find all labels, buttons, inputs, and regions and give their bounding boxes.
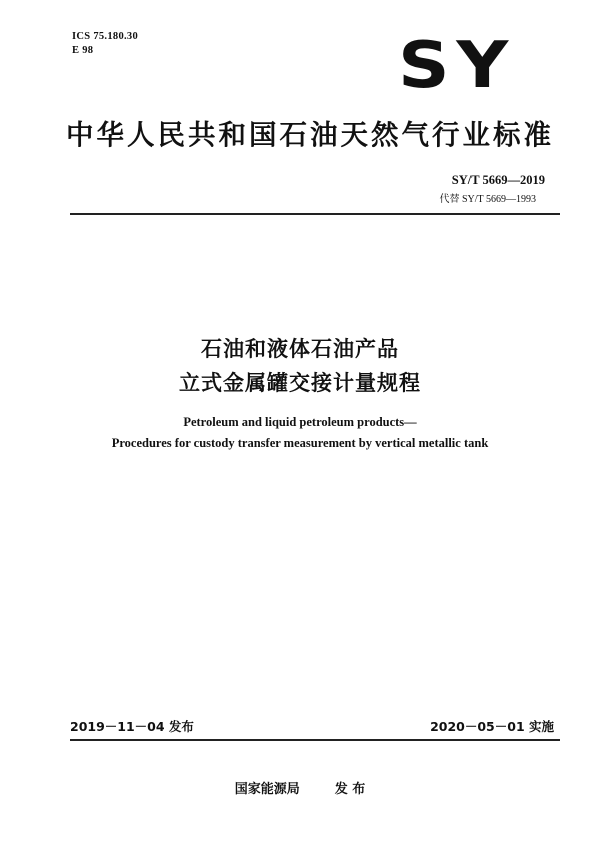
- standard-number: SY/T 5669—2019: [451, 173, 545, 187]
- title-zh-line1: 石油和液体石油产品: [201, 337, 399, 361]
- ics-code: ICS 75.180.30: [72, 31, 139, 42]
- title-en-line1: Petroleum and liquid petroleum products—: [183, 415, 417, 429]
- title-en-line2: Procedures for custody transfer measurement by vertical metallic tank: [111, 436, 489, 450]
- implementation-date: 2020－05－01 实施: [430, 719, 554, 734]
- issue-date: 2019－11－04 发布: [70, 719, 194, 734]
- title-zh-line2: 立式金属罐交接计量规程: [179, 371, 421, 395]
- issuer-name: 国家能源局: [234, 782, 300, 797]
- issuer-line: [0, 778, 600, 797]
- footer-divider: [70, 739, 560, 741]
- classification-codes: [72, 30, 138, 58]
- sy-logo: SY: [398, 29, 515, 103]
- replaces-note: 代替 SY/T 5669—1993: [439, 194, 536, 205]
- header-divider: [70, 213, 560, 215]
- organization-title: 中华人民共和国石油天然气行业标准: [66, 119, 554, 151]
- issuer-action: 发 布: [334, 782, 366, 797]
- ccs-code: E 98: [72, 45, 94, 56]
